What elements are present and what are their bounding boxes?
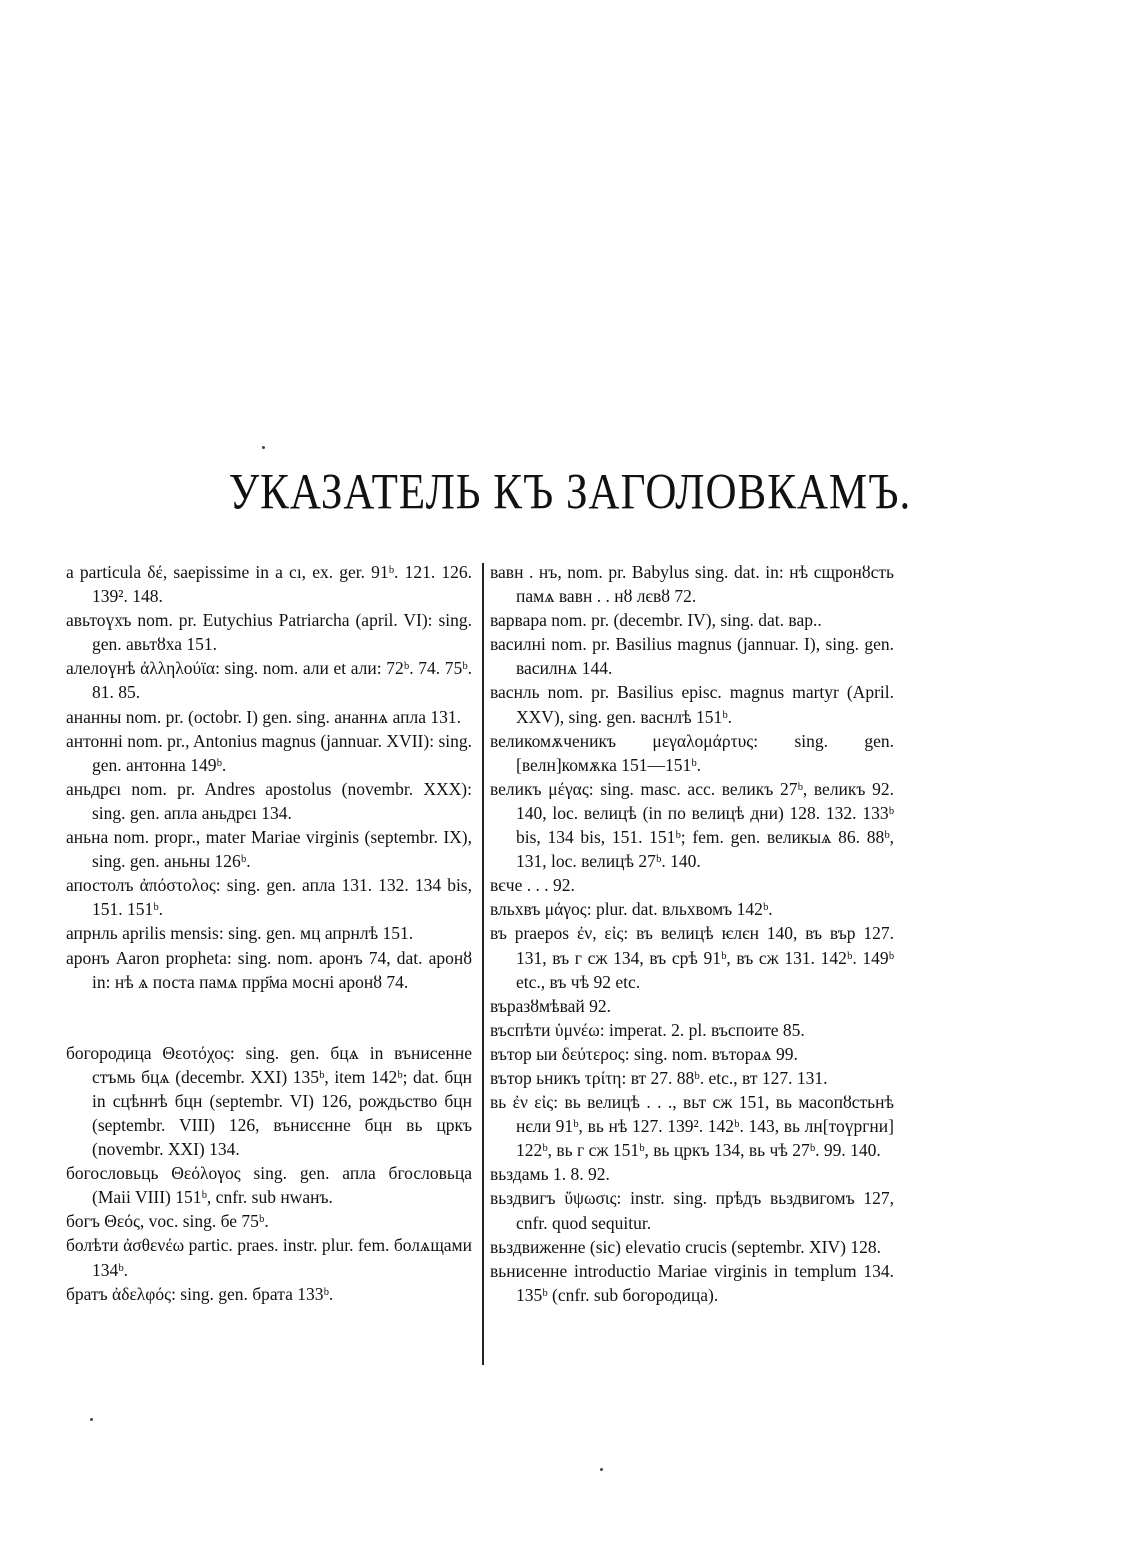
index-entry: аньна nom. propr., mater Mariae virginis (septembr. IX), sing. gen. аньны 126ᵇ. [66, 827, 472, 872]
index-entry: ананны nom. pr. (octobr. I) gen. sing. ананнѧ апла 131. [66, 706, 462, 727]
section-gap [66, 994, 472, 1041]
index-entry: аронъ Aaron propheta: sing. nom. аронъ 74, dat. аронȣ in: нѣ ѧ поста памѧ прр҃ма мосні аронȣ 74. [66, 947, 472, 992]
index-entry: авьтоүхъ nom. pr. Eutychius Patriarcha (april. VI): sing. gen. авьтȣха 151. [66, 610, 472, 655]
index-entry: въразȣмѣвай 92. [490, 995, 612, 1016]
index-entry: вьздвигъ ὕψωσις: instr. sing. прѣдъ вьздвигомъ 127, cnfr. quod sequitur. [490, 1188, 894, 1233]
index-entry: вьздамь 1. 8. 92. [490, 1164, 610, 1185]
scan-speck [90, 1418, 93, 1421]
index-entry: варвара nom. pr. (decembr. IV), sing. dat. вар.. [490, 610, 822, 631]
index-entry: a particula δέ, saepissime in a cı, ex. ger. 91ᵇ. 121. 126. 139². 148. [66, 562, 472, 607]
column-divider [482, 563, 484, 1365]
index-entry: вьнисенне introductio Mariae virginis in templum 134. 135ᵇ (cnfr. sub богородица). [490, 1260, 894, 1305]
index-entry: богъ Θεός, voc. sing. бе 75ᵇ. [66, 1211, 269, 1232]
index-entry: богородица Θεοτόχος: sing. gen. бцѧ in вънисенне стъмь бцѧ (decembr. XXI) 135ᵇ, item 142ᵇ; dat. бцн in сцѣннѣ бцн (septembr. VI) 126, рождьство бцн (septembr. VIII) 126, вънисєнне бцн вь цркъ (novembr. XXI) 134. [66, 1042, 472, 1160]
index-entry: алелоүнѣ ἀλληλούϊα: sing. nom. али et али: 72ᵇ. 74. 75ᵇ. 81. 85. [66, 658, 472, 703]
index-entry: богословьць Θεόλογος sing. gen. апла бгословьца (Maii VIII) 151ᵇ, cnfr. sub нwанъ. [66, 1163, 472, 1208]
index-entry: антонні nom. pr., Antonius magnus (jannuar. XVII): sing. gen. антонна 149ᵇ. [66, 730, 472, 775]
scan-speck [600, 1468, 603, 1471]
index-entry: вь ἐν εἰς: вь велицѣ . . ., вьт сж 151, вь масопȣстьнѣ нєли 91ᵇ, вь нѣ 127. 139². 142ᵇ. 143, вь лн[тоүргни] 122ᵇ, вь г сж 151ᵇ, вь цркъ 134, вь чѣ 27ᵇ. 99. 140. [490, 1092, 894, 1161]
index-entry: вътор ыи δεύτερος: sing. nom. вътораѧ 99. [490, 1043, 798, 1064]
index-entry: въспѣти ὑμνέω: imperat. 2. pl. въспоите 85. [490, 1019, 805, 1040]
index-entry: великъ μέγας: sing. masc. acc. великъ 27ᵇ, великъ 92. 140, loc. велицѣ (in по велицѣ дни) 128. 132. 133ᵇ bis, 134 bis, 151. 151ᵇ; fem. gen. великыѧ 86. 88ᵇ, 131, loc. велицѣ 27ᵇ. 140. [490, 778, 894, 872]
index-entry: васнль nom. pr. Basilius episc. magnus martyr (April. XXV), sing. gen. васнлѣ 151ᵇ. [490, 682, 894, 727]
index-entry: вєче . . . 92. [490, 875, 575, 896]
index-column-right [490, 560, 894, 1307]
index-entry: апрнль aprilis mensis: sing. gen. мц апрнлѣ 151. [66, 923, 414, 944]
index-entry: апостолъ ἀπόστολος: sing. gen. апла 131. 132. 134 bis, 151. 151ᵇ. [66, 875, 472, 920]
index-entry: аньдрєı nom. pr. Andres apostolus (novembr. XXX): sing. gen. апла аньдрєı 134. [66, 778, 472, 823]
index-entry: василні nom. pr. Basilius magnus (jannuar. I), sing. gen. василнѧ 144. [490, 634, 894, 679]
index-entry: великомѫченикъ μεγαλομάρτυς: sing. gen. [велн]комѫка 151—151ᵇ. [490, 730, 894, 775]
index-entry: братъ ἀδελφός: sing. gen. брата 133ᵇ. [66, 1283, 334, 1304]
index-column-left [66, 560, 472, 1306]
index-entry: болѣти ἀσθενέω partic. praes. instr. plur. fem. болѧщами 134ᵇ. [66, 1235, 472, 1280]
page-title: УКАЗАТЕЛЬ КЪ ЗАГОЛОВКАМЪ. [228, 464, 912, 521]
index-entry: вльхвъ μάγος: plur. dat. вльхвомъ 142ᵇ. [490, 899, 773, 920]
scan-speck [262, 446, 265, 449]
index-entry: вьздвиженне (sic) elevatio crucis (septembr. XIV) 128. [490, 1236, 881, 1257]
index-entry: въ praepos ἐν, εἰς: въ велицѣ ѥлєн 140, въ вър 127. 131, въ г сж 134, въ срѣ 91ᵇ, въ сж 131. 142ᵇ. 149ᵇ etc., въ чѣ 92 etc. [490, 923, 894, 992]
index-entry: вътор ьникъ τρίτη: вт 27. 88ᵇ. etc., вт 127. 131. [490, 1067, 828, 1088]
index-entry: вавн . нъ, nom. pr. Babylus sing. dat. in: нѣ сщронȣсть памѧ вавн . . нȣ лєвȣ 72. [490, 562, 894, 607]
